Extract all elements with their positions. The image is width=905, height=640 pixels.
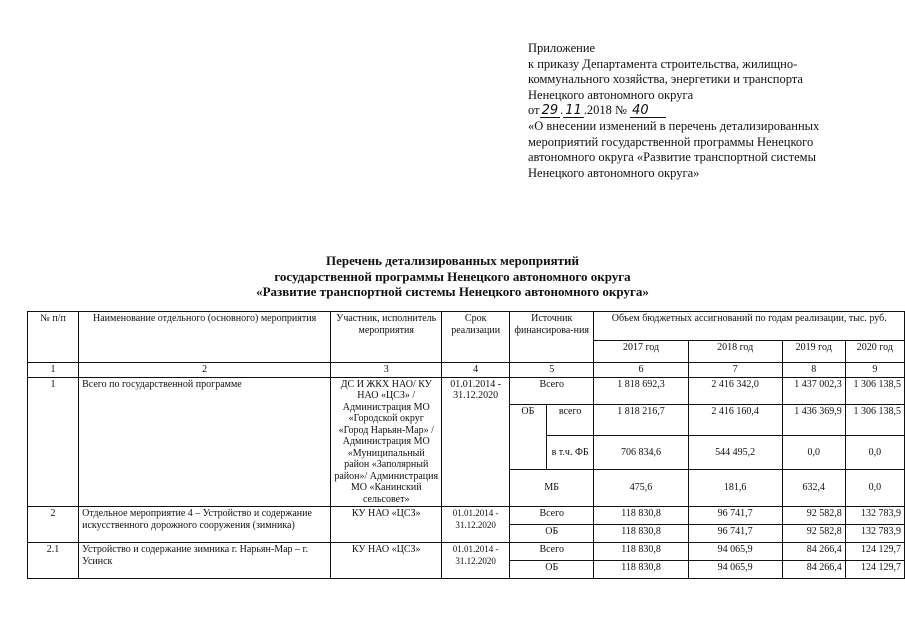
col-number: 2 [79,363,331,378]
appendix-line: коммунального хозяйства, энергетики и транспорта [528,72,803,87]
appendix-line: мероприятий государственной программы Ненецкого [528,134,814,149]
row-participant: ДС И ЖКХ НАО/ КУ НАО «ЦСЗ» /Администрация МО «Городской округ «Город Нарьян-Мар» / Администрация МО «Муниципальный район «Заполярный район»/ Администрация МО «Канинский сельсовет» [331,377,442,507]
source-label: ОБ [510,404,547,470]
appendix-line: Ненецкого автономного округа» [528,165,700,180]
header-2019: 2019 год [782,341,845,363]
value-cell: 118 830,8 [594,525,688,543]
header-source: Источник финансирова-ния [510,312,594,363]
value-cell: 124 129,7 [845,543,904,561]
row-participant: КУ НАО «ЦСЗ» [331,543,442,579]
source-label: Всего [510,543,594,561]
measures-table [27,311,905,579]
appendix-date-line: от 29 . 11 .2018 № 40 [528,103,888,119]
value-cell: 84 266,4 [782,543,845,561]
source-label: Всего [510,377,594,404]
value-cell: 706 834,6 [594,436,688,470]
title-line: «Развитие транспортной системы Ненецкого автономного округа» [256,284,649,299]
appendix-line: к приказу Департамента строительства, жилищно- [528,56,798,71]
appendix-line: Ненецкого автономного округа [528,87,694,102]
col-number: 7 [688,363,782,378]
row-num: 2 [28,507,79,543]
col-number: 8 [782,363,845,378]
value-cell: 544 495,2 [688,436,782,470]
value-cell: 0,0 [782,436,845,470]
value-cell: 118 830,8 [594,507,688,525]
date-day: 29 [541,103,559,119]
date-year: .2018 № [583,103,627,118]
source-sublabel: в т.ч. ФБ [546,436,594,470]
value-cell: 1 818 216,7 [594,404,688,436]
header-row [28,312,905,341]
value-cell: 132 783,9 [845,525,904,543]
row-num: 1 [28,377,79,507]
title-line: Перечень детализированных мероприятий [325,253,580,268]
date-prefix: от [528,103,540,118]
header-num: № п/п [28,312,79,363]
appendix-line: Приложение [528,41,596,55]
col-number: 5 [510,363,594,378]
source-label: Всего [510,507,594,525]
value-cell: 118 830,8 [594,561,688,579]
header-term: Срок реализации [442,312,510,363]
appendix-line: «О внесении изменений в перечень детализированных [528,118,820,133]
row-term: 01.01.2014 - 31.12.2020 [442,377,510,507]
row-participant: КУ НАО «ЦСЗ» [331,507,442,543]
value-cell: 0,0 [845,436,904,470]
appendix-block [528,41,888,181]
source-label: ОБ [510,525,594,543]
title-line: государственной программы Ненецкого автономного округа [274,268,631,284]
value-cell: 92 582,8 [782,507,845,525]
header-2020: 2020 год [845,341,904,363]
value-cell: 94 065,9 [688,561,782,579]
value-cell: 118 830,8 [594,543,688,561]
value-cell: 1 437 002,3 [782,377,845,404]
row-term: 01.01.2014 - 31.12.2020 [442,507,510,543]
row-name: Отдельное мероприятие 4 – Устройство и содержание искусственного дорожного сооружения (зимника) [79,507,331,543]
value-cell: 1 306 138,5 [845,377,904,404]
table-row [28,507,905,525]
value-cell: 94 065,9 [688,543,782,561]
col-number: 1 [28,363,79,378]
value-cell: 0,0 [845,470,904,507]
order-number: 40 [630,105,666,118]
value-cell: 132 783,9 [845,507,904,525]
col-number: 4 [442,363,510,378]
value-cell: 92 582,8 [782,525,845,543]
document-title [0,253,905,300]
col-number: 9 [845,363,904,378]
header-volume: Объем бюджетных ассигнований по годам реализации, тыс. руб. [594,312,905,341]
row-name: Всего по государственной программе [79,377,331,507]
row-num: 2.1 [28,543,79,579]
header-2017: 2017 год [594,341,688,363]
value-cell: 84 266,4 [782,561,845,579]
value-cell: 2 416 342,0 [688,377,782,404]
header-participant: Участник, исполнитель мероприятия [331,312,442,363]
row-name: Устройство и содержание зимника г. Нарьян-Мар – г. Усинск [79,543,331,579]
col-number: 3 [331,363,442,378]
appendix-line: автономного округа «Развитие транспортной системы [528,150,816,165]
date-month: 11 [565,103,582,119]
header-2018: 2018 год [688,341,782,363]
value-cell: 1 306 138,5 [845,404,904,436]
col-number: 6 [594,363,688,378]
source-label: МБ [510,470,594,507]
value-cell: 475,6 [594,470,688,507]
header-name: Наименование отдельного (основного) мероприятия [79,312,331,363]
column-number-row [28,363,905,378]
source-sublabel: всего [546,404,594,436]
value-cell: 1 818 692,3 [594,377,688,404]
value-cell: 96 741,7 [688,525,782,543]
table-row [28,377,905,404]
value-cell: 1 436 369,9 [782,404,845,436]
source-label: ОБ [510,561,594,579]
table-row [28,543,905,561]
row-term: 01.01.2014 - 31.12.2020 [442,543,510,579]
value-cell: 2 416 160,4 [688,404,782,436]
value-cell: 181,6 [688,470,782,507]
value-cell: 124 129,7 [845,561,904,579]
value-cell: 96 741,7 [688,507,782,525]
value-cell: 632,4 [782,470,845,507]
